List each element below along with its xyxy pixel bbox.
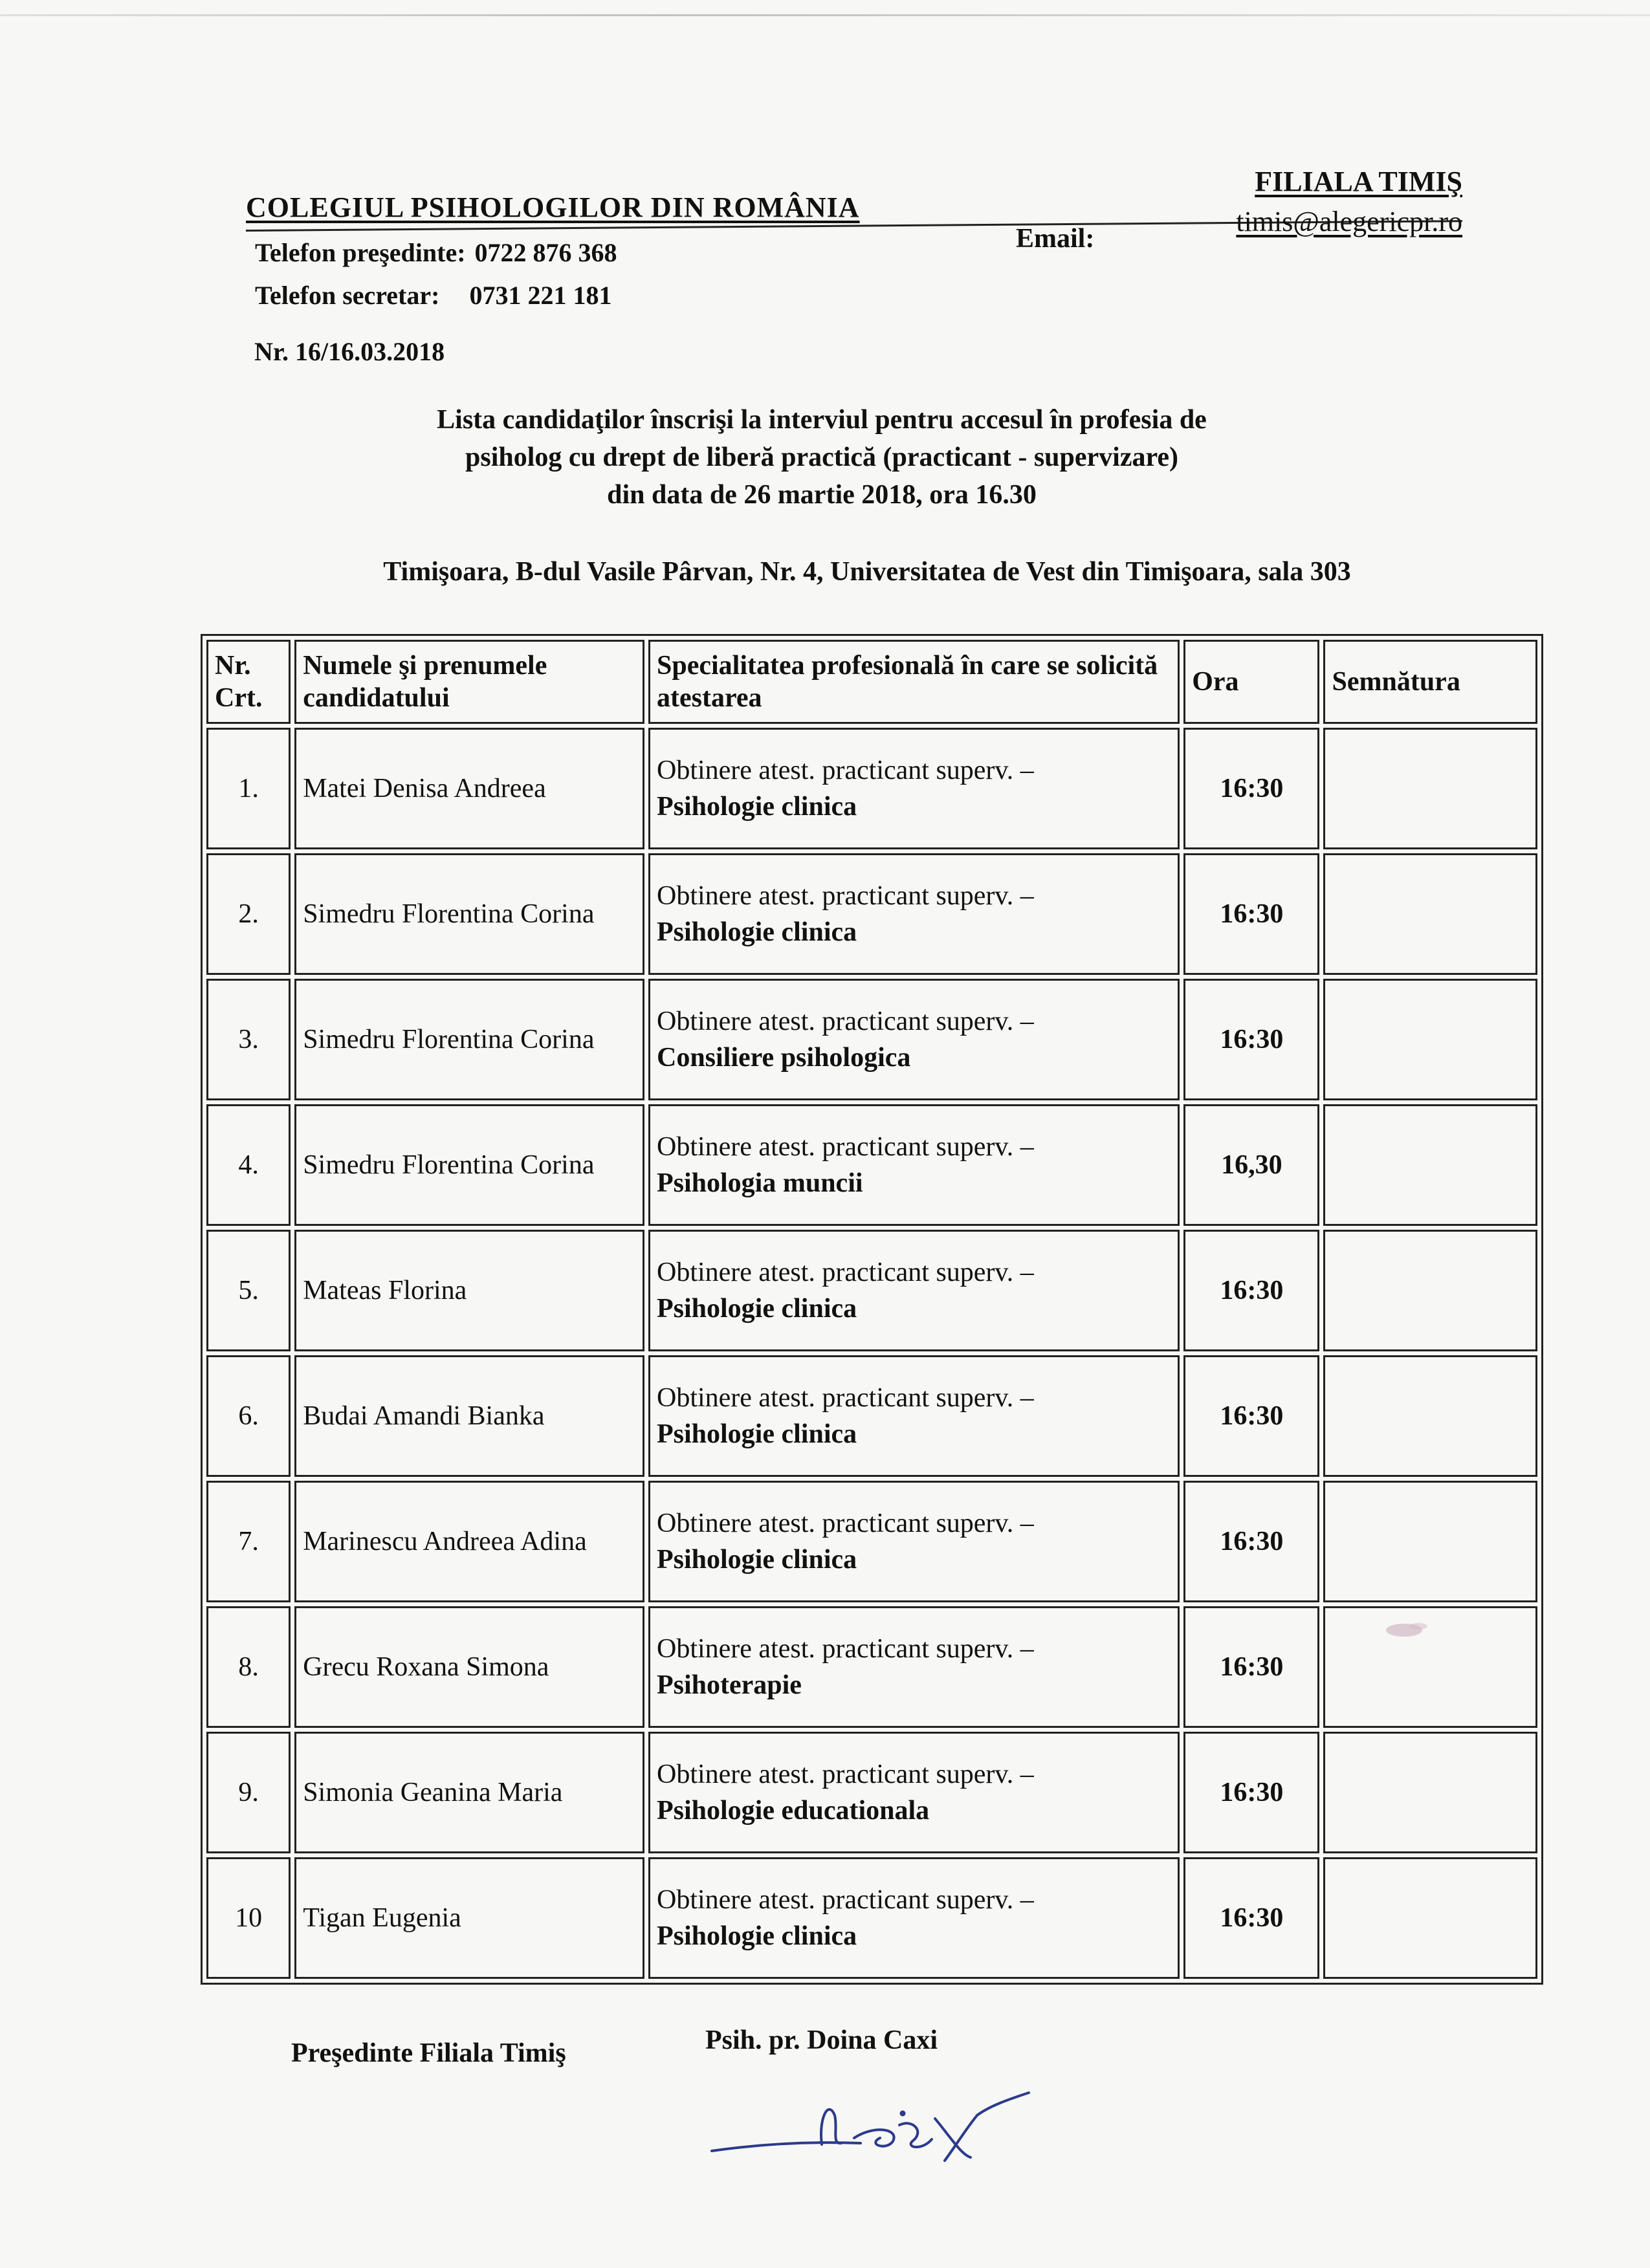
scan-edge-line (0, 14, 1650, 16)
table-row (206, 1481, 1537, 1602)
row-number: 2. (206, 853, 291, 975)
title-line-1: Lista candidaţilor înscrişi la interviul pentru accesul în profesia de (437, 405, 1207, 435)
signature-cell (1323, 728, 1537, 849)
row-number: 3. (206, 979, 291, 1100)
interview-time: 16:30 (1183, 1857, 1319, 1979)
interview-time: 16:30 (1183, 1732, 1319, 1853)
phone-president-label: Telefon preşedinte: (255, 238, 466, 267)
specialty-type: Obtinere atest. practicant superv. – (656, 1132, 1034, 1162)
row-number: 4. (206, 1104, 291, 1226)
header-time: Ora (1183, 640, 1319, 724)
signature-cell (1323, 1481, 1537, 1602)
phone-president (255, 237, 617, 268)
specialty-field: Consiliere psihologica (656, 1043, 911, 1073)
phone-secretary-label: Telefon secretar: (255, 281, 440, 310)
specialty-field: Psihoterapie (656, 1670, 802, 1700)
table-row (206, 728, 1537, 849)
signature-cell (1323, 1104, 1537, 1226)
specialty-cell (648, 1481, 1180, 1602)
interview-time: 16:30 (1183, 853, 1319, 975)
row-number: 7. (206, 1481, 291, 1602)
interview-time: 16:30 (1183, 979, 1319, 1100)
specialty-field: Psihologie educationala (656, 1796, 930, 1826)
signatory-name: Psih. pr. Doina Caxi (705, 2025, 938, 2055)
interview-time: 16:30 (1183, 728, 1319, 849)
candidate-name: Matei Denisa Andreea (294, 728, 644, 849)
title-line-2: psiholog cu drept de liberă practică (practicant - supervizare) (465, 442, 1178, 472)
specialty-type: Obtinere atest. practicant superv. – (656, 1007, 1034, 1036)
document-number: Nr. 16/16.03.2018 (254, 337, 445, 366)
specialty-type: Obtinere atest. practicant superv. – (656, 1885, 1034, 1915)
specialty-cell (648, 979, 1180, 1100)
signature-cell (1323, 1230, 1537, 1351)
specialty-type: Obtinere atest. practicant superv. – (656, 881, 1034, 911)
specialty-cell (648, 1355, 1180, 1477)
specialty-cell (648, 853, 1180, 975)
candidate-name: Simedru Florentina Corina (294, 1104, 644, 1226)
specialty-field: Psihologie clinica (656, 1545, 857, 1575)
candidate-name: Grecu Roxana Simona (294, 1606, 644, 1728)
interview-time: 16:30 (1183, 1355, 1319, 1477)
specialty-field: Psihologie clinica (656, 1419, 857, 1449)
row-number: 9. (206, 1732, 291, 1853)
header-name: Numele şi prenumele candidatului (294, 640, 644, 724)
specialty-field: Psihologie clinica (656, 792, 857, 822)
candidate-name: Tigan Eugenia (294, 1857, 644, 1979)
document-title (272, 401, 1372, 514)
table-row (206, 853, 1537, 975)
interview-time: 16:30 (1183, 1230, 1319, 1351)
signature-cell (1323, 1355, 1537, 1477)
specialty-type: Obtinere atest. practicant superv. – (656, 756, 1034, 785)
table-row (206, 1104, 1537, 1226)
phone-secretary-number: 0731 221 181 (469, 281, 612, 310)
table-row (206, 979, 1537, 1100)
signature-cell (1323, 979, 1537, 1100)
table-row (206, 1355, 1537, 1477)
specialty-cell (648, 1230, 1180, 1351)
row-number: 1. (206, 728, 291, 849)
organization-name: COLEGIUL PSIHOLOGILOR DIN ROMÂNIA (246, 191, 860, 223)
signature-cell (1323, 1857, 1537, 1979)
interview-time: 16:30 (1183, 1481, 1319, 1602)
candidate-name: Mateas Florina (294, 1230, 644, 1351)
table-header-row (206, 640, 1537, 724)
specialty-cell (648, 1857, 1180, 1979)
specialty-type: Obtinere atest. practicant superv. – (656, 1383, 1034, 1413)
specialty-cell (648, 728, 1180, 849)
interview-time: 16:30 (1183, 1606, 1319, 1728)
table-row (206, 1857, 1537, 1979)
candidate-name: Simonia Geanina Maria (294, 1732, 644, 1853)
letterhead (246, 165, 1462, 314)
specialty-field: Psihologia muncii (656, 1168, 863, 1198)
header-signature: Semnătura (1323, 640, 1537, 724)
specialty-field: Psihologie clinica (656, 1921, 857, 1951)
candidate-name: Budai Amandi Bianka (294, 1355, 644, 1477)
header-specialty: Specialitatea profesională în care se solicită atestarea (648, 640, 1180, 724)
title-line-3: din data de 26 martie 2018, ora 16.30 (607, 480, 1037, 510)
specialty-cell (648, 1732, 1180, 1853)
interview-time: 16,30 (1183, 1104, 1319, 1226)
row-number: 5. (206, 1230, 291, 1351)
candidate-name: Simedru Florentina Corina (294, 853, 644, 975)
row-number: 8. (206, 1606, 291, 1728)
specialty-field: Psihologie clinica (656, 917, 857, 947)
specialty-cell (648, 1606, 1180, 1728)
specialty-type: Obtinere atest. practicant superv. – (656, 1634, 1034, 1664)
specialty-type: Obtinere atest. practicant superv. – (656, 1760, 1034, 1789)
venue-address: Timişoara, B-dul Vasile Pârvan, Nr. 4, Universitatea de Vest din Timişoara, sala 303 (383, 557, 1351, 587)
email-link[interactable]: timis@alegericpr.ro (1236, 206, 1462, 237)
specialty-field: Psihologie clinica (656, 1294, 857, 1324)
candidate-name: Simedru Florentina Corina (294, 979, 644, 1100)
row-number: 10 (206, 1857, 291, 1979)
table-row (206, 1732, 1537, 1853)
branch-name: FILIALA TIMIŞ (1255, 166, 1462, 197)
table-row (206, 1606, 1537, 1728)
signature-cell (1323, 853, 1537, 975)
signature-cell (1323, 1732, 1537, 1853)
specialty-type: Obtinere atest. practicant superv. – (656, 1258, 1034, 1287)
phone-president-number: 0722 876 368 (474, 238, 617, 267)
header-nr: Nr. Crt. (206, 640, 291, 724)
row-number: 6. (206, 1355, 291, 1477)
signatory-role: Preşedinte Filiala Timiş (291, 2038, 566, 2068)
email-label: Email: (1016, 224, 1095, 254)
specialty-type: Obtinere atest. practicant superv. – (656, 1509, 1034, 1538)
specialty-cell (648, 1104, 1180, 1226)
handwritten-signature (705, 2080, 1042, 2177)
ink-smudge (1378, 1617, 1436, 1643)
phone-secretary (255, 280, 611, 311)
table-row (206, 1230, 1537, 1351)
candidates-table (201, 634, 1543, 1985)
candidate-name: Marinescu Andreea Adina (294, 1481, 644, 1602)
